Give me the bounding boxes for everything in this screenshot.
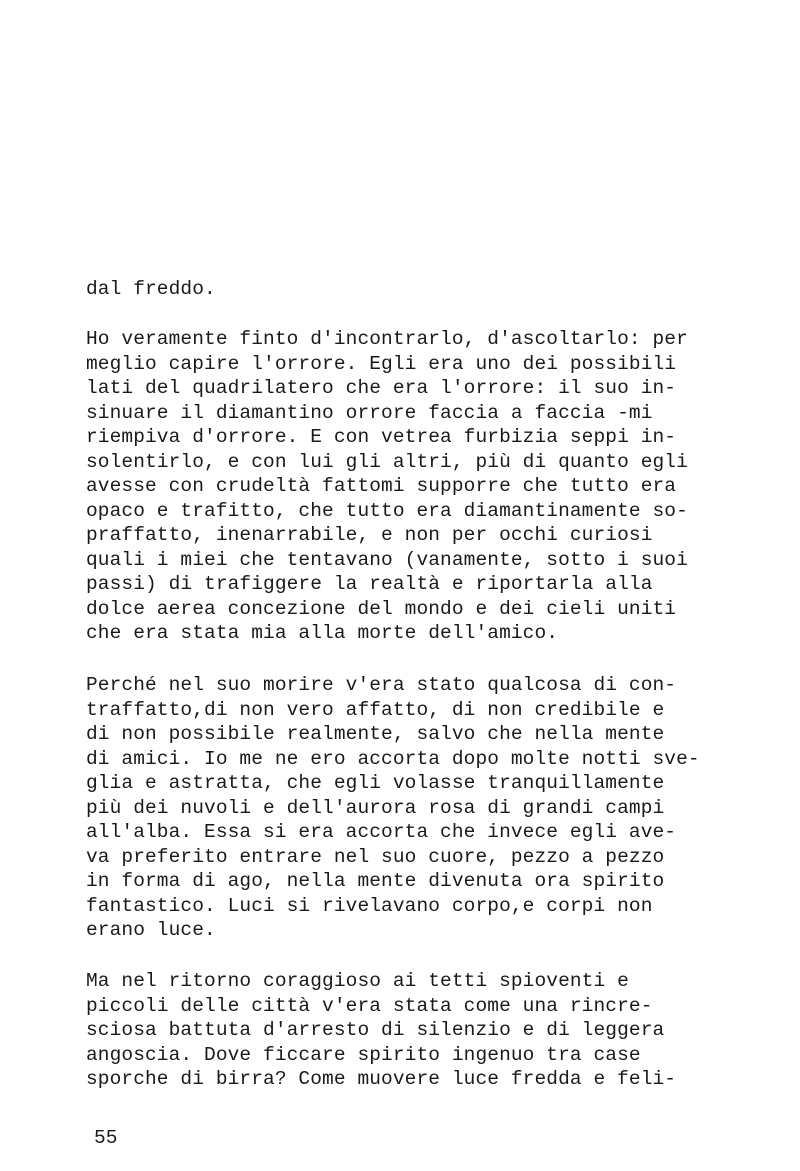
paragraph-2 (86, 327, 786, 646)
text-line: opaco e trafitto, che tutto era diamantinamente so- (86, 499, 688, 522)
text-line: avesse con crudeltà fattomi supporre che tutto era (86, 475, 677, 497)
text-line: lati del quadrilatero che era l'orrore: il suo in- (86, 377, 677, 399)
text-line: Perché nel suo morire v'era stato qualcosa di con- (86, 674, 677, 696)
text-line: di non possibile realmente, salvo che nella mente (86, 723, 665, 745)
text-line: glia e astratta, che egli volasse tranquillamente (86, 772, 665, 794)
text-line: praffatto, inenarrabile, e non per occhi curiosi (86, 524, 653, 546)
text-line: piccoli delle città v'era stata come una rincre- (86, 994, 653, 1017)
text-line: sporche di birra? Come muovere luce fredda e feli- (86, 1068, 677, 1090)
text-line: fantastico. Luci si rivelavano corpo,e corpi non (86, 894, 653, 917)
text-line: quali i miei che tentavano (vanamente, sotto i suoi (86, 548, 688, 571)
text-line: va preferito entrare nel suo cuore, pezzo a pezzo (86, 845, 665, 868)
text-line: meglio capire l'orrore. Egli era uno dei possibili (86, 352, 677, 375)
text-line: in forma di ago, nella mente divenuta ora spirito (86, 870, 665, 892)
text-line: riempiva d'orrore. E con vetrea furbizia seppi in- (86, 426, 677, 448)
text-line: sciosa battuta d'arresto di silenzio e di leggera (86, 1019, 665, 1041)
paragraph-3 (86, 673, 786, 943)
text-line: Ma nel ritorno coraggioso ai tetti spioventi e (86, 970, 629, 992)
text-line: dal freddo. (86, 278, 216, 300)
page-number: 55 (94, 1127, 118, 1149)
text-line: Ho veramente finto d'incontrarlo, d'ascoltarlo: per (86, 328, 688, 350)
text-line: solentirlo, e con lui gli altri, più di quanto egli (86, 450, 688, 473)
text-line: sinuare il diamantino orrore faccia a faccia -mi (86, 401, 653, 424)
text-line: passi) di trafiggere la realtà e riportarla alla (86, 573, 653, 595)
paragraph-4 (86, 969, 786, 1092)
paragraph-1 (86, 277, 786, 302)
text-line: dolce aerea concezione del mondo e dei cieli uniti (86, 597, 677, 620)
text-line: che era stata mia alla morte dell'amico. (86, 622, 559, 644)
text-line: di amici. Io me ne ero accorta dopo molte notti sve- (86, 747, 700, 770)
text-line: angoscia. Dove ficcare spirito ingenuo tra case (86, 1043, 641, 1066)
text-line: traffatto,di non vero affatto, di non credibile e (86, 698, 665, 721)
text-line: più dei nuvoli e dell'aurora rosa di grandi campi (86, 796, 665, 819)
text-line: all'alba. Essa si era accorta che invece egli ave- (86, 821, 677, 843)
text-line: erano luce. (86, 919, 216, 941)
